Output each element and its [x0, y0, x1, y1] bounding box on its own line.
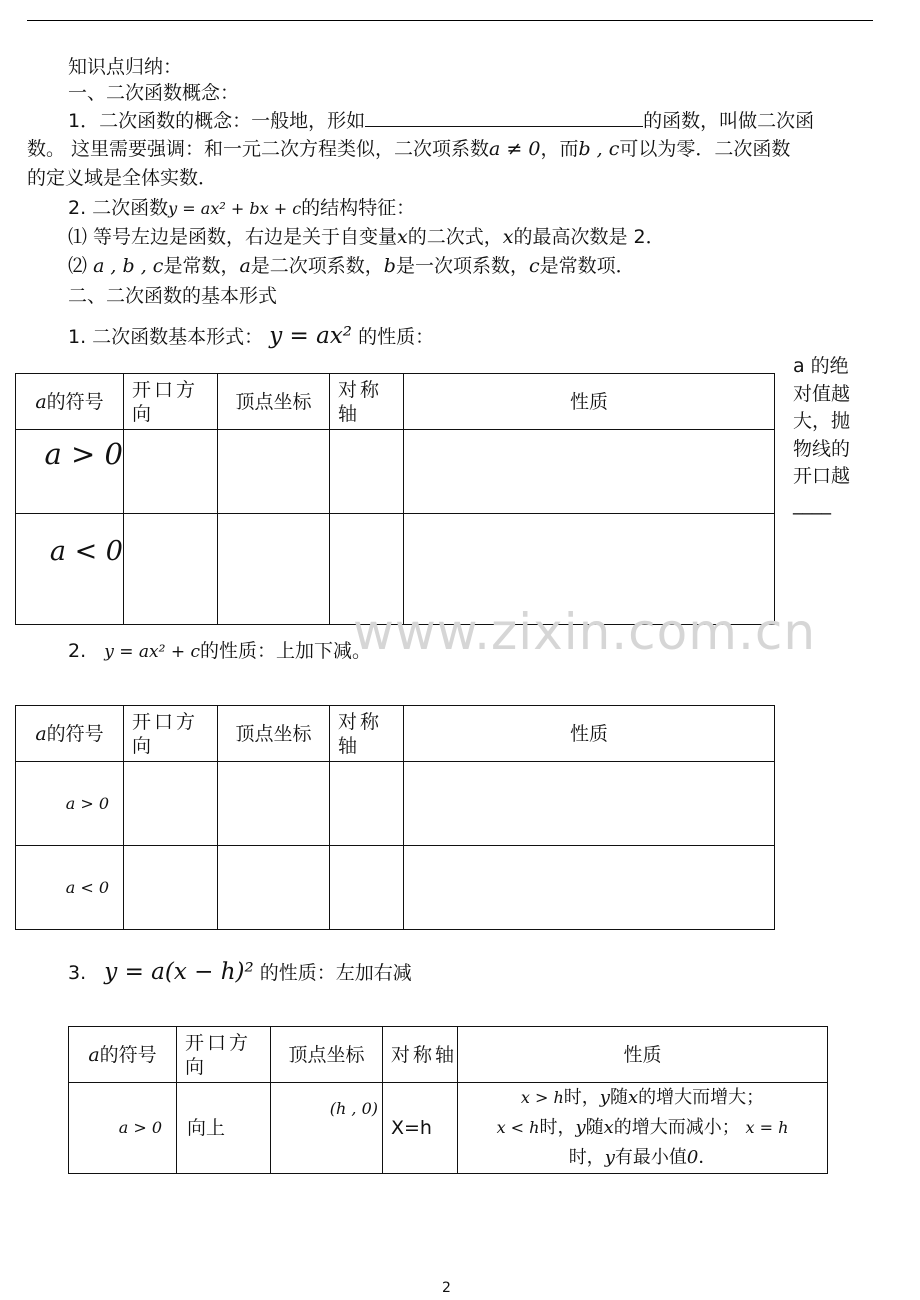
text: 3.: [68, 962, 87, 984]
text: 的增大而减小；: [613, 1117, 740, 1138]
math-var: 0: [686, 1147, 699, 1168]
property-line: [458, 1083, 827, 1113]
row-sign: a < 0: [16, 846, 124, 930]
subsection-heading: [68, 959, 412, 986]
math-var: y: [575, 1117, 586, 1138]
header-vertex: 顶点坐标: [218, 374, 330, 430]
section-heading-2: 二、二次函数的基本形式: [68, 285, 278, 307]
cell[interactable]: [218, 430, 330, 514]
cell-axis: X=h: [383, 1083, 458, 1174]
text: 的函数，叫做二次函: [643, 110, 815, 132]
side-note-line: a 的绝: [793, 355, 849, 377]
text: ．: [698, 1147, 717, 1168]
math-var: x: [603, 1117, 614, 1138]
text: 时，: [568, 1147, 605, 1168]
row-sign: a < 0: [16, 514, 124, 625]
math-expr: x = h: [745, 1118, 789, 1137]
text: 的性质：: [358, 326, 435, 348]
text: 时，: [563, 1087, 600, 1108]
header-property: 性质: [404, 374, 775, 430]
text: 的结构特征：: [301, 197, 416, 219]
header-direction: 开口方向: [124, 706, 218, 762]
cell[interactable]: [404, 762, 775, 846]
text: 的二次式，: [407, 226, 503, 248]
section-title: 知识点归纳：: [68, 56, 183, 78]
text: 是常数，: [163, 255, 240, 277]
header-property: 性质: [458, 1027, 828, 1083]
subsection-heading: [68, 638, 371, 665]
side-note: [793, 353, 863, 518]
header-sign: [16, 374, 124, 430]
math-expr: x < h: [496, 1118, 540, 1137]
cell[interactable]: [330, 430, 404, 514]
header-direction: 开口方向: [124, 374, 218, 430]
text: 是一次项系数，: [395, 255, 529, 277]
paragraph-line: [68, 108, 814, 134]
cell-vertex: (h , 0): [271, 1083, 383, 1174]
cell[interactable]: [124, 762, 218, 846]
text: 是常数项．: [539, 255, 635, 277]
paragraph-line: 的定义域是全体实数．: [27, 167, 218, 189]
header-property: 性质: [404, 706, 775, 762]
cell[interactable]: [218, 846, 330, 930]
text: ⑵: [68, 255, 88, 277]
math-var: x: [502, 226, 514, 248]
text: ⑴ 等号左边是函数，右边是关于自变量: [68, 226, 398, 248]
paragraph-line: [27, 136, 790, 162]
header-vertex: 顶点坐标: [218, 706, 330, 762]
text: 2. 二次函数: [68, 197, 169, 219]
text: 的符号: [46, 722, 104, 745]
properties-table-1: [15, 373, 775, 625]
math-var: x: [397, 226, 408, 248]
math-var: b: [383, 255, 396, 277]
header-axis: 对称轴: [330, 374, 404, 430]
header-direction: 开口方向: [177, 1027, 271, 1083]
text: 有最小值: [614, 1147, 687, 1168]
text: ，而: [540, 138, 579, 160]
side-note-line: ____: [793, 492, 831, 515]
cell[interactable]: [330, 846, 404, 930]
fill-blank: [365, 108, 643, 127]
header-rule: [27, 20, 873, 21]
cell[interactable]: [124, 430, 218, 514]
math-var: a: [35, 722, 47, 745]
paragraph-line: [68, 195, 415, 222]
text: 的增大而增大；: [638, 1087, 765, 1108]
math-expr: x > h: [520, 1088, 564, 1107]
math-expr: b , c: [578, 138, 620, 160]
math-expr: y = ax²: [269, 323, 353, 349]
text: 是二次项系数，: [250, 255, 384, 277]
text: 的性质：上加下减。: [200, 640, 372, 662]
subsection-heading: [68, 323, 434, 350]
header-sign: [69, 1027, 177, 1083]
section-heading-1: 一、二次函数概念：: [68, 82, 240, 104]
cell[interactable]: [124, 514, 218, 625]
text: 的符号: [99, 1043, 157, 1066]
math-var: c: [528, 255, 540, 277]
row-sign: a > 0: [16, 430, 124, 514]
text: 2.: [68, 640, 87, 662]
paragraph-line: [68, 253, 635, 279]
paragraph-line: [68, 224, 665, 250]
math-var: a: [88, 1043, 100, 1066]
header-axis: 对称轴: [383, 1027, 458, 1083]
text: 随: [585, 1117, 604, 1138]
cell[interactable]: [218, 762, 330, 846]
text: 1．二次函数的概念：一般地，形如: [68, 110, 366, 132]
properties-table-2: [15, 705, 775, 930]
math-expr: y = ax² + c: [104, 642, 201, 662]
math-expr: a ≠ 0: [489, 138, 541, 160]
math-var: a: [35, 390, 47, 413]
math-var: y: [604, 1147, 615, 1168]
header-sign: [16, 706, 124, 762]
row-sign: a > 0: [69, 1083, 177, 1174]
text: 的符号: [46, 390, 104, 413]
page-number: 2: [442, 1280, 451, 1296]
text: 的最高次数是 2．: [513, 226, 665, 248]
watermark: www.zixin.com.cn: [353, 603, 817, 661]
text: 可以为零．二次函数: [619, 138, 791, 160]
text: 时，: [539, 1117, 576, 1138]
cell[interactable]: [218, 514, 330, 625]
property-line: [458, 1113, 827, 1143]
row-sign: a > 0: [16, 762, 124, 846]
side-note-line: 对值越: [793, 382, 851, 405]
cell[interactable]: [124, 846, 218, 930]
side-note-line: 开口越: [793, 465, 851, 487]
math-var: a: [239, 255, 251, 277]
side-note-line: 物线的: [793, 437, 851, 460]
text: 1. 二次函数基本形式：: [68, 326, 264, 348]
math-var: y: [599, 1087, 610, 1108]
header-axis: 对称轴: [330, 706, 404, 762]
text: 随: [609, 1087, 628, 1108]
math-var: x: [627, 1087, 639, 1108]
math-expr: y = a(x − h)²: [104, 959, 254, 985]
math-expr: a , b , c: [93, 255, 164, 277]
text: 数。 这里需要强调：和一元二次方程类似，二次项系数: [27, 138, 490, 160]
text: 的性质：左加右减: [259, 962, 412, 984]
math-expr: y = ax² + bx + c: [168, 199, 302, 218]
cell[interactable]: [404, 430, 775, 514]
properties-table-3: [68, 1026, 828, 1174]
side-note-line: 大，抛: [793, 410, 851, 432]
cell[interactable]: [330, 762, 404, 846]
cell-property: [458, 1083, 828, 1174]
property-line: [458, 1143, 827, 1173]
header-vertex: 顶点坐标: [271, 1027, 383, 1083]
cell-direction: 向上: [177, 1083, 271, 1174]
cell[interactable]: [404, 846, 775, 930]
